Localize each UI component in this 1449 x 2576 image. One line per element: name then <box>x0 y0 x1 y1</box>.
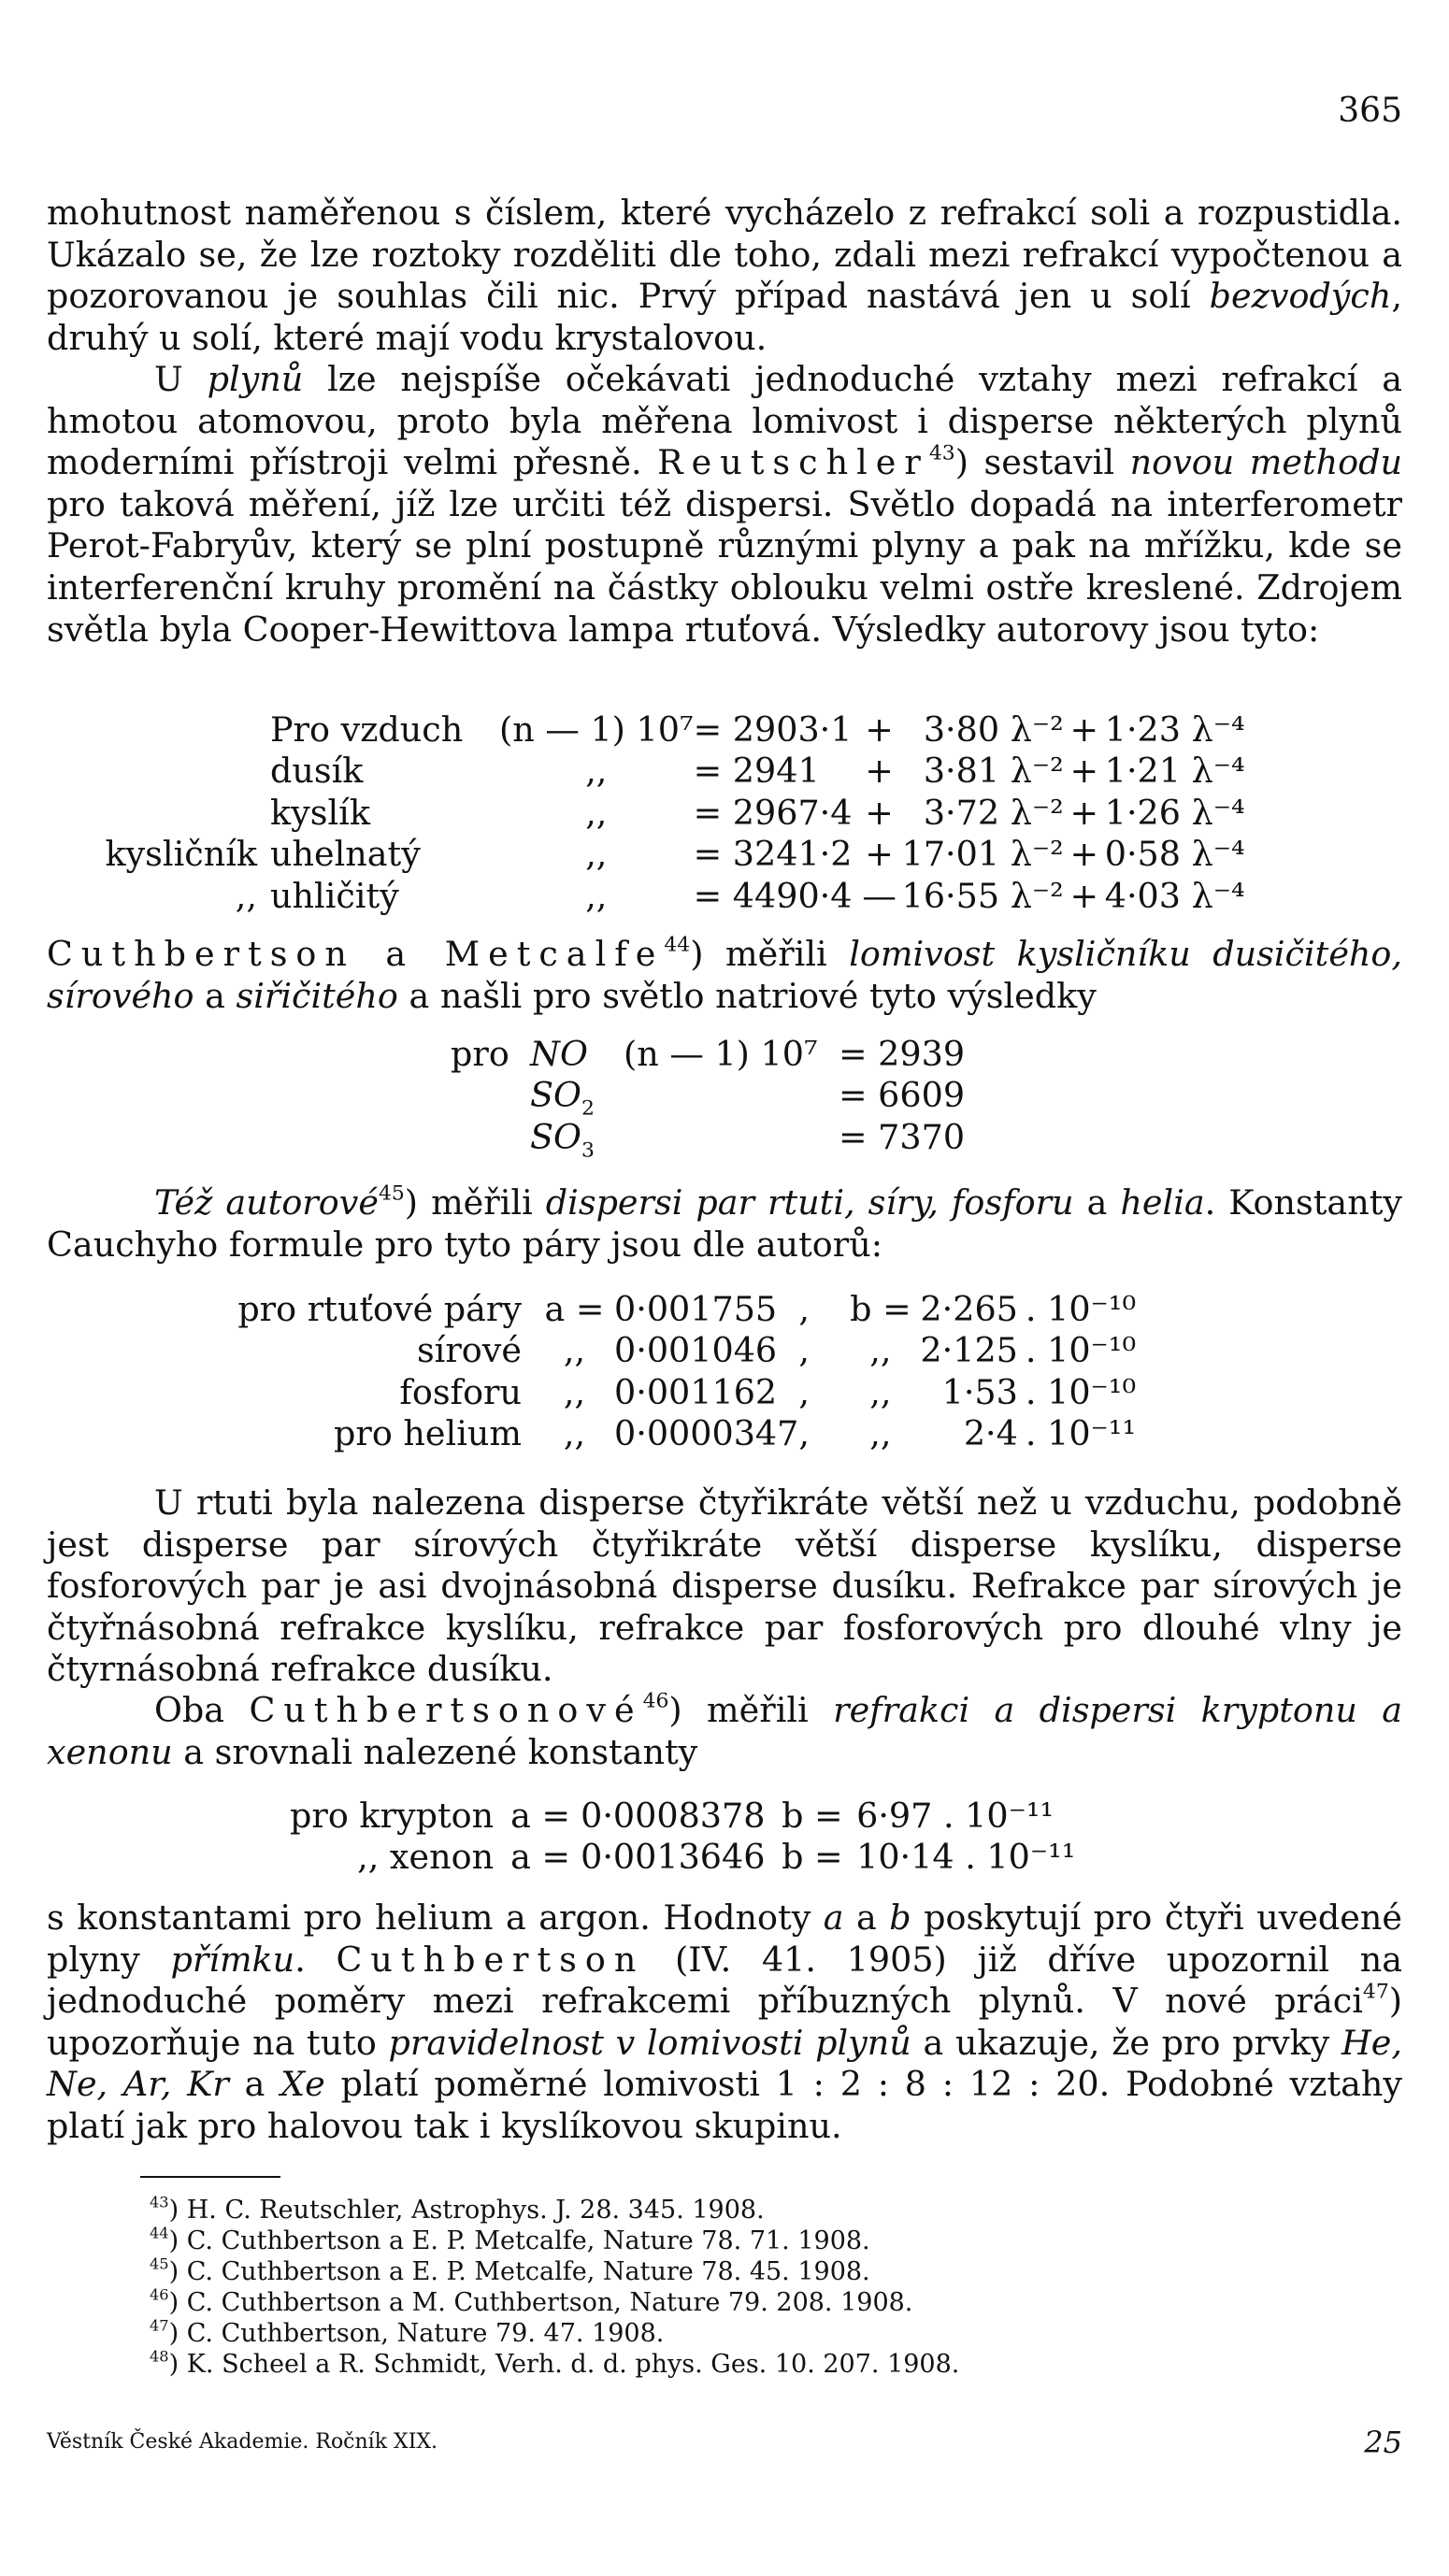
factor: ,, <box>585 834 608 875</box>
footnote-ref: 44 <box>664 933 691 957</box>
separator: , <box>798 1371 810 1412</box>
a-label: ,, <box>563 1371 586 1412</box>
gas-name: uhelnatý <box>270 834 421 875</box>
coefficient-4: 1·23 λ⁻⁴ <box>1104 708 1245 750</box>
base-value: = 2903·1 <box>693 708 853 750</box>
footnote-number: 48 <box>150 2347 169 2366</box>
table-row <box>213 1413 1136 1455</box>
factor: (n — 1) 10⁷ <box>499 708 694 750</box>
gas-name: pro krypton <box>290 1795 495 1836</box>
factor: ,, <box>585 792 608 833</box>
b-label: b = <box>850 1288 911 1329</box>
sign: + <box>1069 792 1099 833</box>
coefficient-4: 4·03 λ⁻⁴ <box>1104 875 1245 916</box>
exponent: . 10⁻¹⁰ <box>1025 1330 1137 1371</box>
paragraph-text: U rtuti byla nalezena disperse čtyřikráte větší než u vzduchu, podobně jest disperse par sírových čtyřikráte větší disperse kyslíku, disperse fosforových par je asi dvojnásobná disperse dusíku. Refrakce par sírových je čtyřnásobná refrakce kyslíku, refrakce par fosforových pro dlouhé vlny je čtyrnásobná refrakce dusíku. <box>47 1482 1402 1690</box>
footnote-number: 45 <box>150 2254 169 2273</box>
row-prefix <box>89 792 270 834</box>
krypton-xenon-table <box>290 1795 1075 1878</box>
sign: + <box>865 751 894 792</box>
gas-name: uhličitý <box>270 875 399 916</box>
footnote: $^{47}$) C. Cuthbertson, Nature 79. 47. 1908. <box>150 2316 665 2348</box>
medium-name: fosforu <box>399 1371 522 1412</box>
gas-name: dusík <box>270 751 364 792</box>
refraction-value: = 6609 <box>839 1075 966 1116</box>
footnote-ref: 46 <box>642 1689 669 1713</box>
paragraph-1 <box>47 193 1402 359</box>
row-prefix <box>89 751 270 793</box>
medium-name: pro rtuťové páry <box>237 1288 522 1329</box>
row-label <box>451 1116 530 1158</box>
footnotes <box>150 2195 959 2380</box>
paragraph-4 <box>47 1182 1402 1266</box>
cauchy-constants-table <box>213 1288 1136 1454</box>
italic-term: siřičitého <box>236 975 398 1016</box>
table-row <box>89 875 1245 917</box>
paragraph-text: a <box>228 2064 281 2105</box>
paragraph-text: (IV. 41. 1905) již dříve upozornil na jednoduché poměry mezi refrakcemi příbuzných plynů. V nové práci <box>47 1939 1402 2022</box>
coefficient-2: 3·72 λ⁻² <box>923 792 1064 833</box>
row-prefix <box>89 708 270 751</box>
footnote: $^{45}$) C. Cuthbertson a E. P. Metcalfe, Nature 78. 45. 1908. <box>150 2254 870 2286</box>
oxide-refraction-table <box>451 1033 966 1163</box>
base-value: = 4490·4 <box>693 875 853 916</box>
row-label <box>451 1075 530 1117</box>
row-prefix: kysličník <box>105 834 257 875</box>
footnote: $^{48}$) K. Scheel a R. Schmidt, Verh. d. d. phys. Ges. 10. 207. 1908. <box>150 2347 960 2379</box>
paragraph-text: a <box>1073 1182 1121 1223</box>
paragraph-text: ) upozorňuje na tuto <box>47 1981 1402 2063</box>
element-symbols: He, Ne, Ar, Kr <box>47 2022 1403 2105</box>
element-symbols: Xe <box>280 2064 325 2105</box>
footnote-text: C. Cuthbertson, Nature 79. 47. 1908. <box>186 2319 665 2348</box>
paragraph-text: lze nejspíše očekávati jednoduché vztahy mezi refrakcí a hmotou atomovou, proto byla měřena lomivost i disperse některých plynů moderními přístroji velmi přesně. <box>47 359 1402 483</box>
italic-term: přímku <box>170 1939 295 1980</box>
table-row <box>89 708 1245 751</box>
paragraph-3 <box>47 934 1402 1017</box>
exponent: . 10⁻¹⁰ <box>1025 1371 1137 1412</box>
italic-term: Též autorové <box>154 1182 379 1223</box>
paragraph-text: . <box>294 1939 337 1980</box>
chemical-formula <box>530 1075 624 1121</box>
factor: ,, <box>585 751 608 792</box>
footnote-number: 46 <box>150 2285 169 2304</box>
sign: + <box>865 834 894 875</box>
a-value: 0·001755 <box>614 1288 778 1329</box>
coefficient-4: 1·26 λ⁻⁴ <box>1104 792 1245 833</box>
paragraph-text: a srovnali nalezené konstanty <box>172 1731 698 1772</box>
paragraph-text: platí poměrné lomivosti 1 : 2 : 8 : 12 : 20. Podobné vztahy platí jak pro halovou tak i kyslíkovou skupinu. <box>47 2064 1403 2146</box>
table-row <box>290 1837 1075 1879</box>
sign: + <box>865 792 894 833</box>
paragraph-text: a <box>194 975 237 1016</box>
paragraph-text: ) sestavil <box>954 442 1130 483</box>
footnote-number: 44 <box>150 2224 169 2242</box>
variable: b <box>889 1897 911 1938</box>
author-name: Cuthbertson <box>336 1939 645 1980</box>
table-row <box>213 1288 1136 1330</box>
a-label: a = <box>510 1837 571 1878</box>
refraction-value: = 7370 <box>839 1116 966 1157</box>
table-row <box>213 1371 1136 1413</box>
base-value: = 2967·4 <box>693 792 853 833</box>
medium-name: pro helium <box>334 1413 522 1454</box>
table-row <box>89 792 1245 834</box>
footnote-text: C. Cuthbertson a E. P. Metcalfe, Nature 78. 71. 1908. <box>186 2226 870 2255</box>
sign: + <box>1069 834 1099 875</box>
italic-term: helia <box>1120 1182 1205 1223</box>
a-value: 0·0013646 <box>581 1837 766 1878</box>
separator: , <box>798 1413 810 1454</box>
paragraph-text: poskytují pro čtyři uvedené plyny <box>47 1897 1403 1980</box>
footnote-text: C. Cuthbertson a E. P. Metcalfe, Nature 78. 45. 1908. <box>186 2257 870 2286</box>
factor <box>624 1116 839 1158</box>
formula-subscript: 3 <box>581 1138 595 1163</box>
paragraph-text: a našli pro světlo natriové tyto výsledky <box>397 975 1097 1016</box>
paragraph-text: . Konstanty Cauchyho formule pro tyto páry jsou dle autorů: <box>47 1182 1402 1265</box>
footnote-ref: 43 <box>928 441 955 465</box>
footnote-ref: 45 <box>378 1181 405 1206</box>
table-row <box>451 1116 965 1158</box>
italic-term: bezvodých <box>1209 276 1392 317</box>
b-label: ,, <box>869 1371 892 1412</box>
separator: , <box>798 1330 810 1371</box>
paragraph-6 <box>47 1690 1402 1773</box>
base-value: = 2941 <box>693 751 820 792</box>
factor <box>624 1075 839 1117</box>
gas-name: ,, xenon <box>357 1837 495 1878</box>
coefficient-4: 0·58 λ⁻⁴ <box>1104 834 1245 875</box>
factor: (n — 1) 10⁷ <box>624 1033 818 1074</box>
footnote-number: 43 <box>150 2193 169 2211</box>
journal-name: Věstník České Akademie. Ročník XIX. <box>47 2430 438 2454</box>
page-footer <box>47 2425 1402 2460</box>
factor: ,, <box>585 875 608 916</box>
paragraph-5 <box>47 1482 1402 1691</box>
b-value: 2·4 <box>963 1413 1018 1454</box>
sign: + <box>1069 708 1099 750</box>
paragraph-text: a <box>843 1897 890 1938</box>
footnote-number: 47 <box>150 2316 169 2335</box>
table-row <box>451 1033 965 1075</box>
table-row <box>89 751 1245 793</box>
paragraph-7 <box>47 1897 1402 2148</box>
paragraph-2 <box>47 359 1402 651</box>
a-label: ,, <box>563 1330 586 1371</box>
coefficient-2: 3·81 λ⁻² <box>923 751 1064 792</box>
sheet-number: 25 <box>1364 2425 1402 2460</box>
footnote-text: K. Scheel a R. Schmidt, Verh. d. d. phys. Ges. 10. 207. 1908. <box>186 2350 960 2379</box>
paragraph-text: , druhý u solí, které mají vodu krystalovou. <box>47 276 1402 358</box>
coefficient-4: 1·21 λ⁻⁴ <box>1104 751 1245 792</box>
b-label: ,, <box>869 1413 892 1454</box>
italic-term: novou methodu <box>1129 442 1403 483</box>
paragraph-text: U <box>154 359 208 399</box>
table-row <box>213 1330 1136 1372</box>
table-row <box>290 1795 1075 1837</box>
variable: a <box>823 1897 844 1938</box>
a-value: 0·001162 <box>614 1371 778 1412</box>
footnote-ref: 47 <box>1362 1980 1389 2004</box>
coefficient-2: 16·55 λ⁻² <box>901 875 1064 916</box>
b-label: b = <box>782 1795 843 1836</box>
page-number: 365 <box>1338 92 1402 130</box>
paragraph-text: ) měřili <box>404 1182 546 1223</box>
footnote: $^{43}$) H. C. Reutschler, Astrophys. J. 28. 345. 1908. <box>150 2193 765 2225</box>
paragraph-text: Oba <box>154 1690 250 1730</box>
sign: + <box>865 708 894 750</box>
paragraph-text: pro taková měření, jíž lze určiti též dispersi. Světlo dopadá na interferometr Perot-Fabryův, který se plní postupně různými plyny a pak na mřížku, kde se interferenční kruhy promění na částky oblouku velmi ostře kreslené. Zdrojem světla byla Cooper-Hewittova lampa rtuťová. Výsledky autorovy jsou tyto: <box>47 483 1402 650</box>
medium-name: sírové <box>416 1330 522 1371</box>
paragraph-text: ) měřili <box>690 934 850 974</box>
italic-term: refrakci a dispersi kryptonu a xenonu <box>47 1690 1403 1772</box>
row-prefix: ,, <box>235 875 257 916</box>
italic-term: pravidelnost v lomivosti plynů <box>388 2022 911 2063</box>
table-row <box>451 1075 965 1117</box>
b-value: 2·125 <box>920 1330 1018 1371</box>
gas-name: Pro vzduch <box>270 708 464 750</box>
paragraph-text: a ukazuje, že pro prvky <box>911 2022 1341 2063</box>
footnote-divider <box>140 2176 280 2178</box>
footnote-text: H. C. Reutschler, Astrophys. J. 28. 345. 1908. <box>186 2196 765 2225</box>
coefficient-2: 17·01 λ⁻² <box>901 834 1064 875</box>
formula-symbol: SO <box>530 1116 581 1157</box>
row-label: pro <box>451 1033 509 1074</box>
refraction-value: = 2939 <box>839 1033 966 1074</box>
gas-refraction-table <box>89 708 1245 917</box>
chemical-formula <box>530 1033 624 1075</box>
a-label: a = <box>544 1288 605 1329</box>
b-value: 6·97 . 10⁻¹¹ <box>856 1795 1054 1836</box>
exponent: . 10⁻¹¹ <box>1025 1413 1137 1454</box>
sign: + <box>1069 875 1099 916</box>
b-value: 1·53 <box>941 1371 1018 1412</box>
paragraph-text: ) měřili <box>668 1690 834 1730</box>
b-value: 2·265 <box>920 1288 1018 1329</box>
gas-name: kyslík <box>270 792 370 833</box>
footnote: $^{44}$) C. Cuthbertson a E. P. Metcalfe, Nature 78. 71. 1908. <box>150 2224 870 2255</box>
a-label: ,, <box>563 1413 586 1454</box>
footnote: $^{46}$) C. Cuthbertson a M. Cuthbertson, Nature 79. 208. 1908. <box>150 2285 913 2317</box>
b-label: b = <box>782 1837 843 1878</box>
italic-term: plynů <box>207 359 304 399</box>
italic-term: lomivost kysličníku dusičitého, sírového <box>47 934 1402 1016</box>
sign: + <box>1069 751 1099 792</box>
chemical-formula <box>530 1116 624 1163</box>
sign: — <box>862 875 897 916</box>
coefficient-2: 3·80 λ⁻² <box>923 708 1064 750</box>
a-label: a = <box>510 1795 571 1836</box>
a-value: 0·001046 <box>614 1330 778 1371</box>
table-row <box>89 834 1245 876</box>
b-value: 10·14 . 10⁻¹¹ <box>856 1837 1076 1878</box>
a-value: 0·0008378 <box>581 1795 766 1836</box>
a-value: 0·0000347 <box>614 1413 799 1454</box>
author-name: Cuthbertsonové <box>249 1690 643 1730</box>
formula-subscript: 2 <box>581 1096 595 1121</box>
paragraph-text: mohutnost naměřenou s číslem, které vycházelo z refrakcí soli a rozpustidla. Ukázalo se, že lze roztoky rozděliti dle toho, zdali mezi refrakcí vypočtenou a pozorovanou je souhlas čili nic. Prvý případ nastává jen u solí <box>47 193 1402 317</box>
b-label: ,, <box>869 1330 892 1371</box>
formula-symbol: NO <box>530 1033 588 1074</box>
author-name: Cuthbertson a Metcalfe <box>47 934 665 974</box>
italic-term: dispersi par rtuti, síry, fosforu <box>545 1182 1074 1223</box>
formula-symbol: SO <box>530 1075 581 1116</box>
separator: , <box>798 1288 810 1329</box>
footnote-text: C. Cuthbertson a M. Cuthbertson, Nature 79. 208. 1908. <box>186 2288 913 2317</box>
exponent: . 10⁻¹⁰ <box>1025 1288 1137 1329</box>
base-value: = 3241·2 <box>693 834 853 875</box>
author-name: Reutschler <box>657 442 929 483</box>
paragraph-text: s konstantami pro helium a argon. Hodnoty <box>47 1897 824 1938</box>
